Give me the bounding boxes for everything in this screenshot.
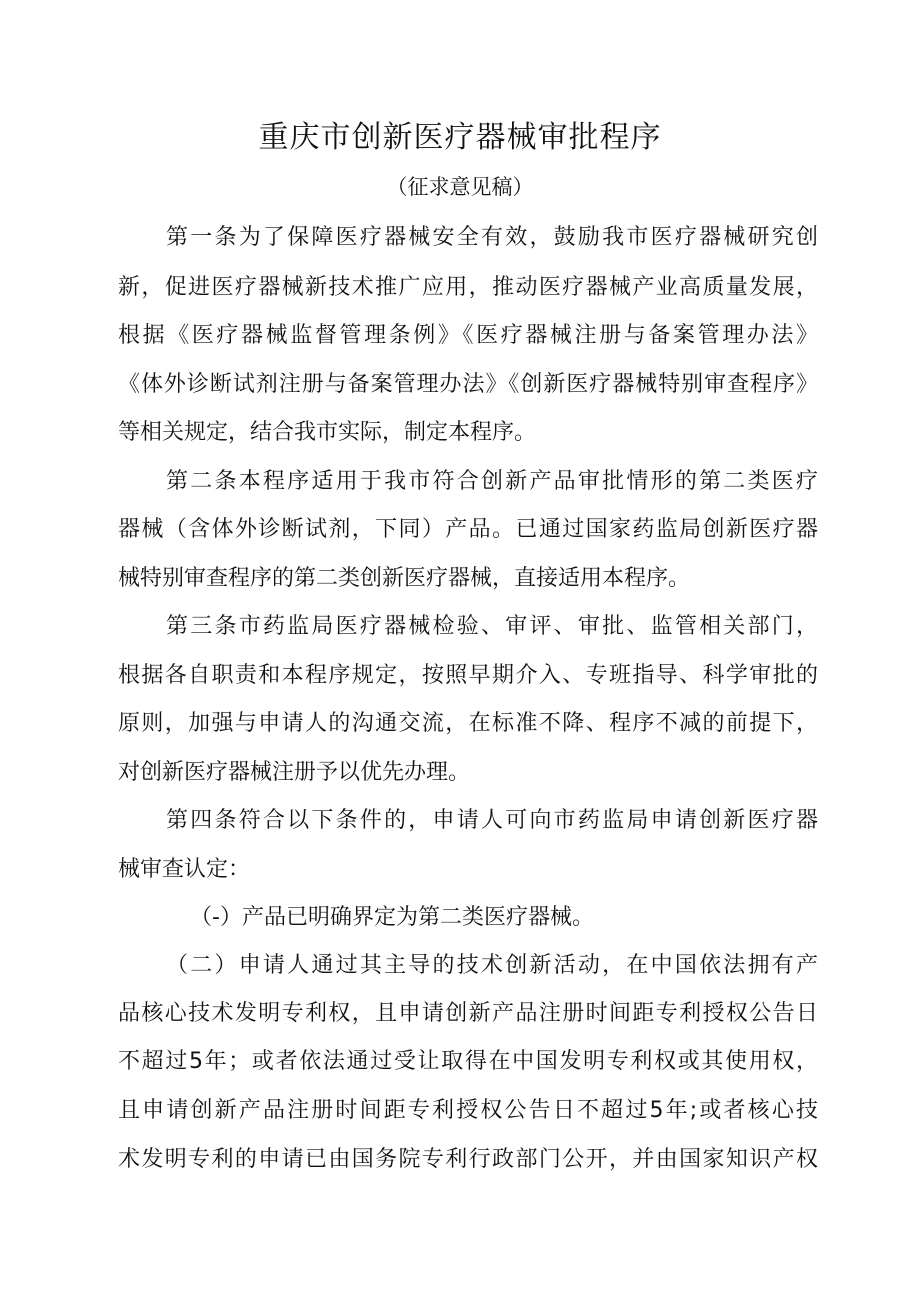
document-subtitle: （征求意见稿） [386,175,534,199]
article-4-item-2-line-4: 且申请创新产品注册时间距专利授权公告日不超过5年;或者核心技 [118,1098,818,1123]
article-4-item-2-line-3: 不超过5年；或者依法通过受让取得在中国发明专利权或其使用权， [118,1049,818,1074]
article-2-line-1: 第二条本程序适用于我市符合创新产品审批情形的第二类医疗 [166,469,818,494]
article-3-line-2: 根据各自职责和本程序规定，按照早期介入、专班指导、科学审批的 [118,663,818,688]
article-1-line-3: 根据《医疗器械监督管理条例》《医疗器械注册与备案管理办法》 [118,323,818,348]
article-1-line-4: 《体外诊断试剂注册与备案管理办法》《创新医疗器械特别审查程序》 [118,372,818,397]
article-4-item-2-line-2: 品核心技术发明专利权，且申请创新产品注册时间距专利授权公告日 [118,1001,818,1026]
article-1-line-2: 新，促进医疗器械新技术推广应用，推动医疗器械产业高质量发展， [118,275,818,300]
article-1-line-1: 第一条为了保障医疗器械安全有效，鼓励我市医疗器械研究创 [166,225,818,250]
article-3-line-3: 原则，加强与申请人的沟通交流，在标准不降、程序不减的前提下， [118,711,818,736]
article-4-item-2-line-1: （二）申请人通过其主导的技术创新活动，在中国依法拥有产 [166,953,818,978]
article-4-line-1: 第四条符合以下条件的，申请人可向市药监局申请创新医疗器 [166,808,818,833]
article-4-item-2-line-5: 术发明专利的申请已由国务院专利行政部门公开，并由国家知识产权 [118,1147,818,1172]
article-4-item-1: （-）产品已明确界定为第二类医疗器械。 [190,905,594,930]
article-3-line-4: 对创新医疗器械注册予以优先办理。 [118,760,471,785]
article-4-line-2: 械审查认定： [118,857,251,882]
article-2-line-2: 器械（含体外诊断试剂，下同）产品。已通过国家药监局创新医疗器 [118,517,818,542]
article-1-line-5: 等相关规定，结合我市实际，制定本程序。 [118,420,537,445]
article-2-line-3: 械特别审查程序的第二类创新医疗器械，直接适用本程序。 [118,566,691,591]
article-3-line-1: 第三条市药监局医疗器械检验、审评、审批、监管相关部门， [166,614,818,639]
document-title: 重庆市创新医疗器械审批程序 [258,120,662,155]
